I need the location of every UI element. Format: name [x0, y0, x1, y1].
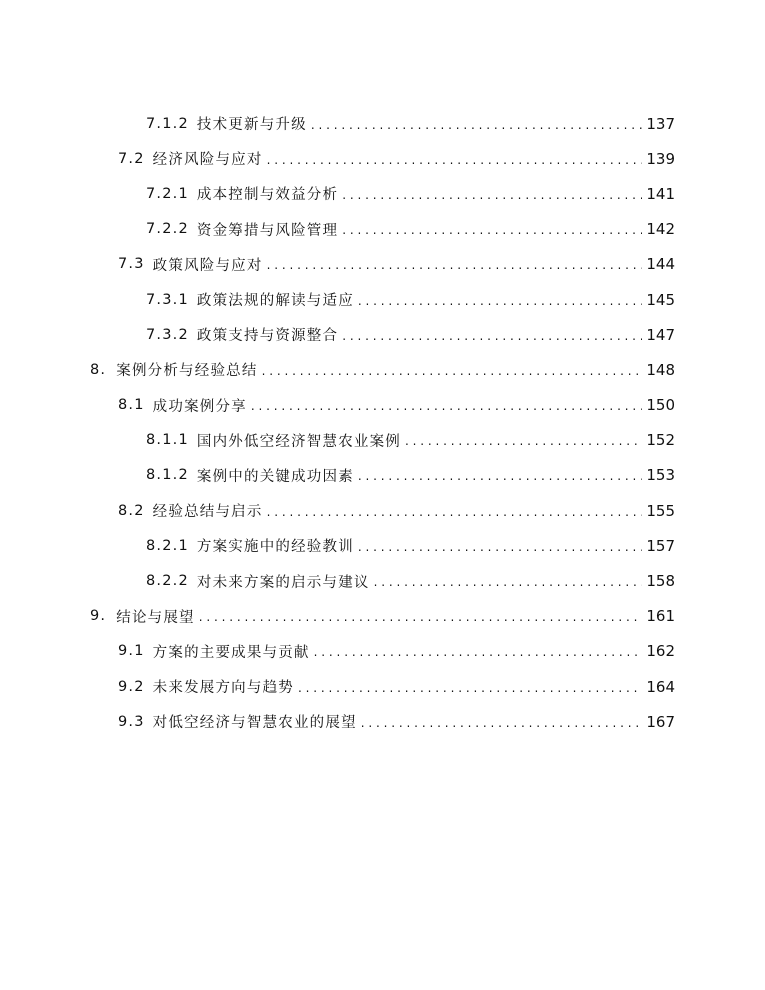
toc-page-number: 153	[646, 466, 675, 485]
toc-page-number: 167	[646, 712, 675, 731]
toc-number: 9.	[90, 608, 107, 625]
toc-entry-8-1-2[interactable]	[0, 458, 765, 493]
toc-entry-7-3-1[interactable]	[0, 282, 765, 317]
toc-title: 结论与展望	[116, 609, 195, 626]
toc-page-number: 148	[646, 360, 675, 379]
toc-page-number: 150	[646, 396, 675, 415]
toc-title: 政策法规的解读与适应	[196, 293, 354, 310]
toc-page-number: 152	[646, 431, 675, 450]
toc-number: 8.	[90, 361, 107, 378]
table-of-contents	[0, 106, 765, 739]
toc-page-number: 158	[646, 572, 675, 591]
toc-number: 8.2	[118, 502, 145, 519]
toc-title: 资金筹措与风险管理	[196, 222, 339, 239]
toc-number: 7.3.2	[146, 326, 189, 343]
toc-page-number: 162	[646, 642, 675, 661]
toc-leader-dots	[405, 433, 642, 449]
toc-leader-dots	[267, 152, 643, 168]
toc-leader-dots	[311, 117, 643, 133]
toc-entry-7-2[interactable]	[0, 141, 765, 176]
toc-entry-8[interactable]	[0, 352, 765, 387]
toc-leader-dots	[267, 257, 643, 273]
toc-number: 9.2	[118, 678, 145, 695]
toc-number: 8.2.2	[146, 573, 189, 590]
toc-page-number: 145	[646, 290, 675, 309]
toc-page-number: 161	[646, 607, 675, 626]
toc-number: 8.1.1	[146, 432, 189, 449]
toc-page-number: 141	[646, 184, 675, 203]
toc-page-number: 139	[646, 149, 675, 168]
toc-entry-9-3[interactable]	[0, 704, 765, 739]
toc-page-number: 157	[646, 536, 675, 555]
toc-page-number: 155	[646, 501, 675, 520]
toc-number: 7.2.1	[146, 185, 189, 202]
toc-leader-dots	[298, 680, 642, 696]
toc-number: 8.1.2	[146, 467, 189, 484]
toc-title: 对未来方案的启示与建议	[196, 574, 370, 591]
toc-entry-8-2-2[interactable]	[0, 563, 765, 598]
toc-title: 技术更新与升级	[196, 117, 307, 134]
toc-page-number: 137	[646, 114, 675, 133]
toc-page-number: 144	[646, 255, 675, 274]
toc-number: 7.2	[118, 150, 145, 167]
toc-number: 7.2.2	[146, 221, 189, 238]
toc-leader-dots	[342, 328, 642, 344]
toc-number: 9.3	[118, 713, 145, 730]
toc-entry-7-2-1[interactable]	[0, 176, 765, 211]
toc-page-number: 147	[646, 325, 675, 344]
toc-page-number: 142	[646, 220, 675, 239]
toc-leader-dots	[251, 398, 642, 414]
toc-leader-dots	[358, 293, 642, 309]
toc-number: 7.3	[118, 256, 145, 273]
toc-number: 8.1	[118, 397, 145, 414]
toc-title: 对低空经济与智慧农业的展望	[152, 715, 357, 732]
toc-entry-7-2-2[interactable]	[0, 212, 765, 247]
toc-leader-dots	[358, 468, 642, 484]
toc-leader-dots	[342, 187, 642, 203]
toc-leader-dots	[361, 715, 643, 731]
toc-leader-dots	[314, 644, 643, 660]
toc-title: 案例中的关键成功因素	[196, 468, 354, 485]
toc-entry-8-2[interactable]	[0, 493, 765, 528]
toc-title: 政策风险与应对	[152, 257, 263, 274]
toc-title: 国内外低空经济智慧农业案例	[196, 433, 402, 450]
toc-entry-8-2-1[interactable]	[0, 528, 765, 563]
toc-leader-dots	[342, 222, 642, 238]
toc-entry-7-3[interactable]	[0, 247, 765, 282]
toc-title: 成本控制与效益分析	[196, 187, 339, 204]
toc-title: 成功案例分享	[152, 398, 247, 415]
toc-title: 未来发展方向与趋势	[152, 680, 294, 697]
toc-entry-9-1[interactable]	[0, 634, 765, 669]
toc-entry-9-2[interactable]	[0, 669, 765, 704]
toc-leader-dots	[199, 609, 643, 625]
toc-number: 7.1.2	[146, 115, 189, 132]
toc-number: 7.3.1	[146, 291, 189, 308]
toc-entry-7-1-2[interactable]	[0, 106, 765, 141]
toc-number: 9.1	[118, 643, 145, 660]
toc-entry-8-1-1[interactable]	[0, 423, 765, 458]
toc-title: 政策支持与资源整合	[196, 328, 339, 345]
toc-title: 经济风险与应对	[152, 152, 263, 169]
toc-page-number: 164	[646, 677, 675, 696]
toc-entry-8-1[interactable]	[0, 388, 765, 423]
toc-title: 案例分析与经验总结	[116, 363, 258, 380]
toc-leader-dots	[374, 574, 643, 590]
toc-title: 经验总结与启示	[152, 504, 263, 521]
toc-leader-dots	[262, 363, 643, 379]
toc-number: 8.2.1	[146, 537, 189, 554]
toc-leader-dots	[358, 539, 642, 555]
toc-entry-9[interactable]	[0, 599, 765, 634]
toc-title: 方案实施中的经验教训	[196, 539, 354, 556]
toc-leader-dots	[267, 504, 643, 520]
toc-title: 方案的主要成果与贡献	[152, 644, 310, 661]
toc-entry-7-3-2[interactable]	[0, 317, 765, 352]
